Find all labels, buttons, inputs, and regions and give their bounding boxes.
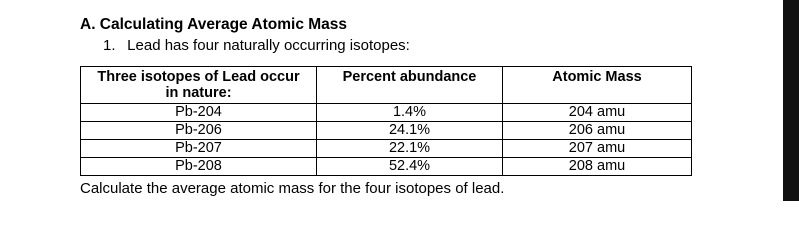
header-isotopes — [81, 67, 317, 104]
cell-percent: 24.1% — [317, 122, 503, 140]
header-mass: Atomic Mass — [503, 67, 692, 104]
cell-percent: 52.4% — [317, 158, 503, 176]
cell-mass: 207 amu — [503, 140, 692, 158]
header-isotopes-line2: in nature: — [165, 85, 232, 101]
isotope-table — [80, 66, 692, 176]
header-isotopes-line1: Three isotopes of Lead occur — [97, 69, 300, 85]
table-header-row — [81, 67, 692, 104]
cell-percent: 1.4% — [317, 104, 503, 122]
section-heading: A. Calculating Average Atomic Mass — [80, 16, 348, 33]
table-row — [81, 122, 692, 140]
cell-isotope: Pb-208 — [81, 158, 317, 176]
cell-isotope: Pb-204 — [81, 104, 317, 122]
cell-mass: 204 amu — [503, 104, 692, 122]
table-row — [81, 158, 692, 176]
cell-mass: 206 amu — [503, 122, 692, 140]
cell-isotope: Pb-206 — [81, 122, 317, 140]
table-row — [81, 140, 692, 158]
header-percent: Percent abundance — [317, 67, 503, 104]
question-item — [103, 37, 410, 54]
instruction-text: Calculate the average atomic mass for the four isotopes of lead. — [80, 180, 505, 197]
window-edge-bar — [783, 0, 799, 201]
cell-isotope: Pb-207 — [81, 140, 317, 158]
item-text: Lead has four naturally occurring isotopes: — [127, 37, 410, 54]
table-row — [81, 104, 692, 122]
cell-mass: 208 amu — [503, 158, 692, 176]
cell-percent: 22.1% — [317, 140, 503, 158]
item-number: 1. — [103, 37, 116, 54]
